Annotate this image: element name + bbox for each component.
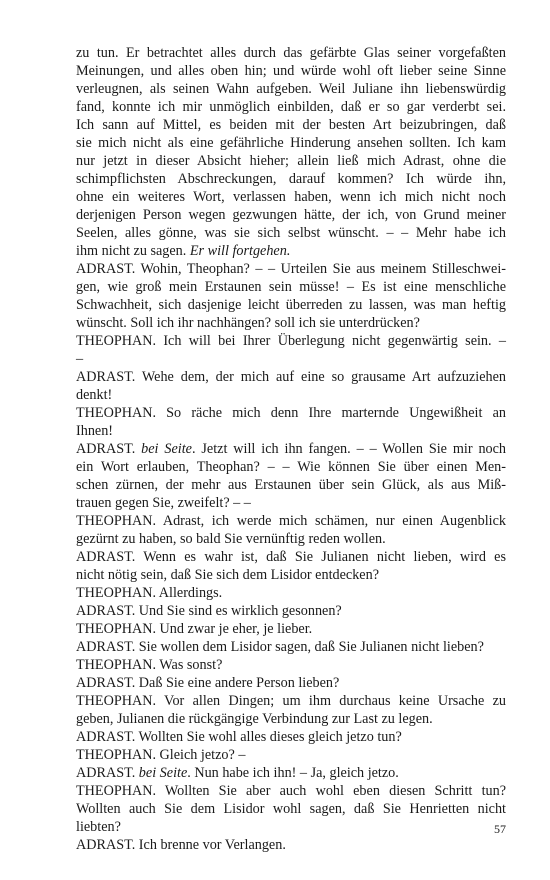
text-line: –: [76, 351, 84, 367]
text-line: wünscht. Soll ich ihr nachhängen? soll ich sie unterdrücken?: [76, 315, 420, 331]
speech-adrast: [76, 368, 506, 404]
speech-theophan: [76, 620, 506, 638]
speech-theophan: [76, 782, 506, 836]
speech-theophan: [76, 404, 506, 440]
text-line: Meinungen, und alles oben hin; und würde wohl oft lieber seine Sinne: [76, 63, 506, 79]
text-line: gezürnt zu haben, so bald Sie vernünftig reden wollen.: [76, 531, 386, 547]
speech-theophan: [76, 332, 506, 368]
text-line: ADRAST. Wenn es wahr ist, daß Sie Julianen nicht lieben, wird es: [76, 549, 506, 565]
text-line: Ihnen!: [76, 423, 114, 439]
text-line: Schwachheit, sich dasjenige leicht überreden zu lassen, was man heftig: [76, 297, 506, 313]
text-line: THEOPHAN. Und zwar je eher, je lieber.: [76, 621, 313, 637]
text-line: fand, konnte ich mir unmöglich einbilden, daß er so gar verderbt sei.: [76, 99, 506, 115]
text-line: sie mich nicht als eine gefährliche Hinderung ansehen sollten. Ich kam: [76, 135, 506, 151]
text-line: THEOPHAN. Vor allen Dingen; um ihm durchaus keine Ursache zu: [76, 693, 506, 709]
text-line: liebten?: [76, 819, 121, 835]
text-line: ADRAST. Ich brenne vor Verlangen.: [76, 837, 286, 853]
text-line: THEOPHAN. So räche mich denn Ihre marternde Ungewißheit an: [76, 405, 506, 421]
text-line: zu tun. Er betrachtet alles durch das gefärbte Glas seiner vorgefaßten: [76, 45, 506, 61]
speech-adrast: [76, 602, 506, 620]
text-line: trauen gegen Sie, zweifelt? – –: [76, 495, 251, 511]
speech-theophan: [76, 656, 506, 674]
text-line: schen zürnen, der mehr aus Erstaunen über sein Glück, als aus Miß-: [76, 477, 506, 493]
speech-adrast: [76, 638, 506, 656]
text-line: ADRAST. Wollten Sie wohl alles dieses gleich jetzo tun?: [76, 729, 402, 745]
text-line: verleugnen, als seinen Wahn aufgeben. Weil Juliane ihn liebenswürdig: [76, 81, 506, 97]
speech-adrast: [76, 728, 506, 746]
speech-theophan: [76, 584, 506, 602]
text-line: nur jetzt in dieser Absicht hieher; allein ließ mich Adrast, ohne die: [76, 153, 506, 169]
text-line: ADRAST. Sie wollen dem Lisidor sagen, daß Sie Julianen nicht lieben?: [76, 639, 484, 655]
speaker-name: ADRAST: [76, 441, 132, 457]
speech-adrast: [76, 674, 506, 692]
text-line: Wollten auch Sie dem Lisidor wohl sagen, daß Sie Henrietten nicht: [76, 801, 506, 817]
speech-text: ihm nicht zu sagen.: [76, 243, 187, 259]
text-line: ein Wort erlauben, Theophan? – – Wie können Sie über einen Men-: [76, 459, 506, 475]
speech-adrast-aside: [76, 440, 506, 512]
text-line: ADRAST. Daß Sie eine andere Person lieben?: [76, 675, 340, 691]
text-line: THEOPHAN. Gleich jetzo? –: [76, 747, 246, 763]
text-line: derjenigen Person wegen gezwungen hätte, der ich, von Grund meiner: [76, 207, 506, 223]
speech-adrast-aside: [76, 764, 506, 782]
speech-theophan: [76, 692, 506, 728]
text-line: Seelen, alles gönne, was sie sich selbst wünscht. – – Mehr habe ich: [76, 225, 506, 241]
text-line: gen, wie groß mein Erstaunen sein müsse! – Es ist eine menschliche: [76, 279, 506, 295]
text-line: Ich sann auf Mittel, es beiden mit der besten Art beizubringen, daß: [76, 117, 506, 133]
stage-direction: bei Seite: [141, 441, 192, 457]
text-line: ADRAST. bei Seite. Jetzt will ich ihn fangen. – – Wollen Sie mir noch: [76, 441, 507, 457]
page-number: 57: [494, 822, 506, 836]
speech-adrast: [76, 836, 506, 854]
text-line: THEOPHAN. Wollten Sie aber auch wohl eben diesen Schritt tun?: [76, 783, 506, 799]
text-line: [76, 242, 506, 260]
speech-theophan: [76, 746, 506, 764]
speech-text: . Jetzt will ich ihn fangen. – – Wollen Sie mir noch: [191, 441, 507, 457]
text-line: ADRAST. Wehe dem, der mich auf eine so grausame Art aufzuziehen: [76, 369, 506, 385]
speech-text: . Nun habe ich ihn! – Ja, gleich jetzo.: [187, 765, 399, 781]
text-line: ADRAST. bei Seite. Nun habe ich ihn! – Ja, gleich jetzo.: [76, 765, 399, 781]
text-line: denkt!: [76, 387, 113, 403]
text-line: THEOPHAN. Allerdings.: [76, 585, 223, 601]
text-line: ADRAST. Und Sie sind es wirklich gesonnen?: [76, 603, 342, 619]
text-line: THEOPHAN. Ich will bei Ihrer Überlegung nicht gegenwärtig sein. –: [76, 333, 506, 349]
speech-adrast: [76, 548, 506, 584]
text-line: ADRAST. Wohin, Theophan? – – Urteilen Sie aus meinem Stilleschwei-: [76, 261, 506, 277]
text-line: nicht nötig sein, daß Sie sich dem Lisidor entdecken?: [76, 567, 379, 583]
text-line: schimpflichsten Abschreckungen, darauf kommen? Ich würde ihn,: [76, 171, 506, 187]
page-body: [76, 44, 506, 854]
speech-adrast: [76, 260, 506, 332]
text-line: THEOPHAN. Adrast, ich werde mich schämen, nur einen Augenblick: [76, 513, 506, 529]
stage-direction: bei Seite: [138, 765, 188, 781]
text-line: ohne ein weiteres Wort, verlassen haben, wenn ich mich nicht noch: [76, 189, 506, 205]
speech-theophan-monologue: [76, 44, 506, 260]
text-line: THEOPHAN. Was sonst?: [76, 657, 223, 673]
text-line: geben, Julianen die rückgängige Verbindung zur Last zu legen.: [76, 711, 433, 727]
speech-theophan: [76, 512, 506, 548]
stage-direction: Er will fortgehen.: [189, 243, 291, 259]
speaker-name: ADRAST: [76, 765, 132, 781]
